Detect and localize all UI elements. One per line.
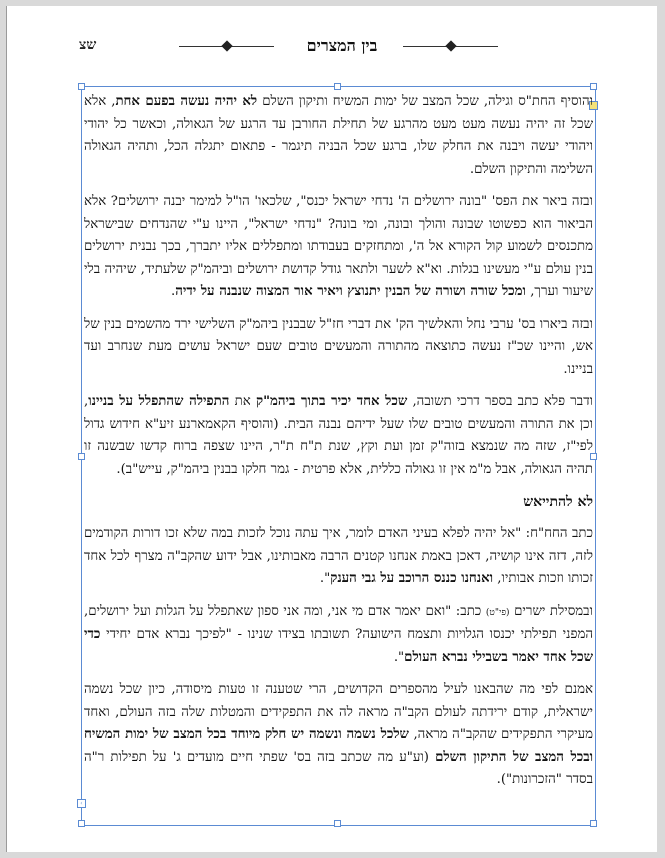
- paragraph: [84, 679, 593, 792]
- section-heading: לא להתייאש: [523, 494, 593, 510]
- running-title: בין המצרים: [306, 36, 378, 55]
- text-run: ובזה ביאר את הפס' "בונה ירושלים ה' נדחי ישראל יכנס", שלכאו' הו"ל למימר יבנה ירושלים? אלא הביאור הוא כפשוטו שבונה והולך ובונה, ומי בונה? "נדחי ישראל", היינו ע"י שהנדחים שבישראל מתכנסים לשמוע קול הקורא אל ה', ומתחזקים בעבודתו ומתפללים אליו יתברך, בכך נבנית ירושלים בנין עולם ע"י מעשינו בגלות. וא"א לשער ולתאר גודל קדושת ירושלים וביהמ"ק שלעתיד, שיהיה בלי שיעור וערך,: [84, 194, 593, 299]
- paragraph: [84, 391, 593, 481]
- bold-run: ומכל שורה ושורה של הבנין יתנוצץ ויאיר אור המצוה שנבנה על ידיה: [175, 284, 526, 299]
- paragraph: [84, 601, 593, 670]
- resize-handle-top[interactable]: [334, 83, 341, 90]
- source-reference: (פי"ט): [485, 607, 510, 618]
- page-header: [7, 30, 657, 60]
- text-run: ובזה ביארו בס' ערבי נחל והאלשיך הק' את דברי חז"ל שבבנין ביהמ"ק השלישי ירד מהשמים בנין של אש, והיינו שכ"ז נעשה כתוצאה מהתורה והמעשים טובים שעם ישראל עושים מעת שנחרב ועד בניינו.: [84, 316, 593, 377]
- ornament-left: [179, 46, 274, 47]
- text-run: את: [229, 394, 256, 409]
- body-text[interactable]: [84, 91, 593, 825]
- text-frame[interactable]: [81, 86, 596, 826]
- paragraph: [84, 91, 593, 181]
- text-run: (וע"ע מה שכתב בזה בס' שפתי חיים מועדים ג' על תפילות ר"ה בסדר "הזכרונות").: [84, 749, 593, 787]
- ornament-right: [403, 46, 498, 47]
- bold-run: שלכל נשמה ונשמה יש חלק מיוחד בכל המצב של ימות המשיח ובכל המצב של התיקון השלם: [84, 727, 593, 765]
- paragraph-lead: ובמסילת ישרים: [509, 603, 593, 619]
- page-number: שצ: [79, 37, 97, 53]
- text-run: ".: [393, 649, 405, 665]
- text-run: , וכן את התורה והמעשים טובים שלו שעל ידיהם נבנה הבית. (והוסיף הקאמארנע זיע"א חידוש גדול לפי"ז, שזה מה שנמצא בזוה"ק זמן ועת וקץ, שנת ת"ח ת"ר, היינו שצפה ברוח קדשו שבשנה זו תהיה הגאולה, אבל מ"מ אין זו גאולה כללית, אלא פרטית - גמר חלקו בבנין ביהמ"ק, עייש"ב).: [84, 394, 593, 477]
- text-run: אמנם לפי מה שהבאנו לעיל מהספרים הקדושים, הרי שטענה זו טעות מיסודה, כיון שכל נשמה ישראלית, קודם ירידתה לעולם הקב"ה מראה לה את התפקידים והמטלות שלה בזה העולם, ואחד מעיקרי התפקידים שהקב"ה מראה,: [84, 682, 593, 742]
- paragraph: [84, 523, 593, 591]
- bold-run: כדי שכל אחד יאמר בשבילי נברא העולם: [84, 627, 593, 665]
- document-page: [6, 6, 657, 852]
- bold-run: שכל אחד יכיר בתוך ביהמ"ק: [255, 394, 408, 409]
- text-run: ".: [319, 571, 331, 586]
- text-run: .: [170, 284, 176, 299]
- text-run: , אלא שכל זה יהיה נעשה מעט מעט מהרגע של תחילת החורבן עד הרגע של הגאולה, וכאשר כל יהודי ויהודי יעשה ויבנה את החלק שלו, ברגע שכל הבניה תיגמר - פתאום יתגלה הכל, ותהיה הגאולה השלימה והתיקון השלם.: [84, 94, 593, 177]
- bold-run: לא יהיה נעשה בפעם אחת: [115, 94, 258, 109]
- paragraph: [84, 191, 593, 304]
- paragraph: [84, 314, 593, 382]
- text-run: והוסיף החת"ס וגילה, שכל המצב של ימות המשיח ותיקון השלם: [257, 94, 593, 109]
- bold-run: ואנחנו כננס הרוכב על גבי הענק: [330, 571, 494, 586]
- frame-out-port-icon[interactable]: ‹: [77, 799, 86, 808]
- resize-handle-top-right[interactable]: [590, 83, 597, 90]
- text-run: כתב: "ואם יאמר אדם מי אני, ומה אני ספון שאתפלל על הגלות ועל ירושלים, המפני תפילתי יכנסו הגלויות ותצמח הישועה? תשובתו בצידו שנינו - "לפיכך נברא אדם יחידי: [84, 603, 593, 642]
- text-run: ודבר פלא כתב בספר דרכי תשובה,: [407, 394, 593, 409]
- text-run: כתב החח"ח: "אל יהיה לפלא בעיני האדם לומר, איך עתה נוכל לזכות במה שלא זכו דורות הקודמים לזה, דזה אינו קושיה, דאכן באמת אנחנו קטנים הרבה מאבותינו, אבל ידוע שהקב"ה מצרף לכל אחד זכותו וזכות אבותיו,: [84, 526, 593, 586]
- resize-handle-top-left[interactable]: [78, 83, 85, 90]
- bold-run: התפילה שהתפלל על בניינו: [88, 394, 230, 409]
